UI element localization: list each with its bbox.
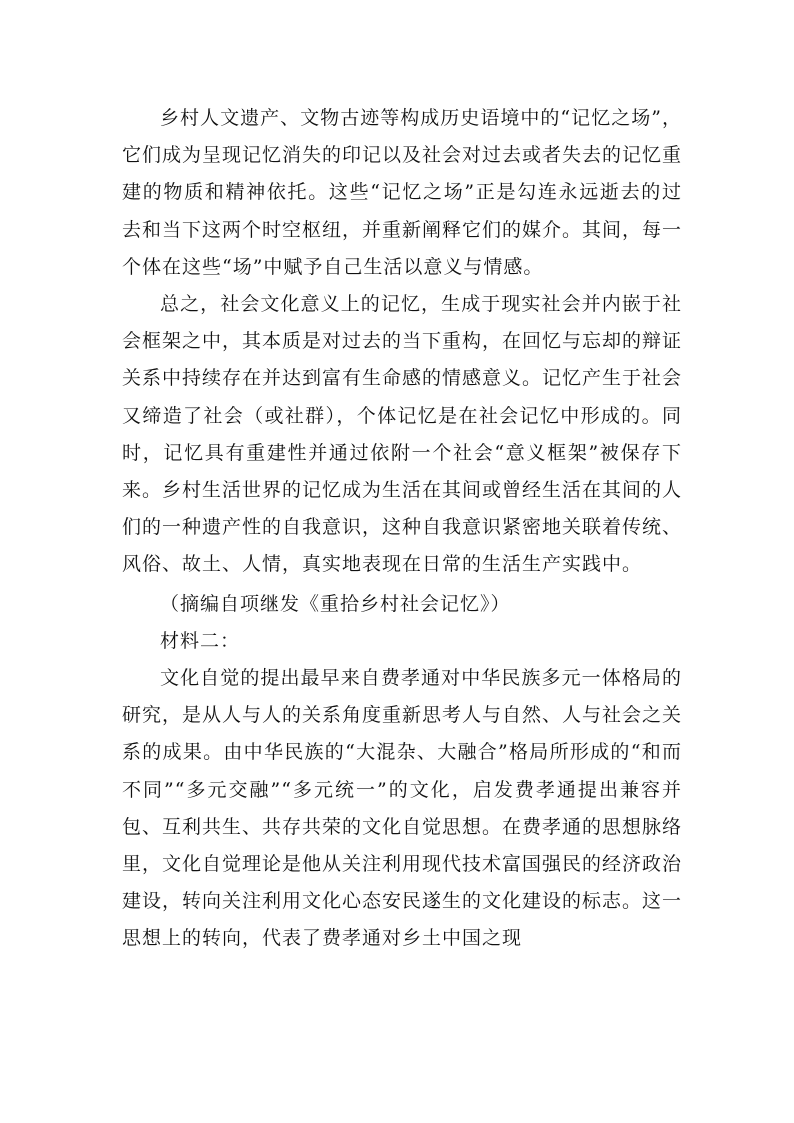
document-body [122, 100, 682, 958]
paragraph-1: 乡村人文遗产、文物古迹等构成历史语境中的“记忆之场”，它们成为呈现记忆消失的印记以及社会对过去或者失去的记忆重建的物质和精神依托。这些“记忆之场”正是勾连永远逝去的过去和当下这两个时空枢纽，并重新阐释它们的媒介。其间，每一个体在这些“场”中赋予自己生活以意义与情感。 [122, 107, 683, 278]
section-heading: 材料二： [160, 629, 241, 652]
paragraph-2: 总之，社会文化意义上的记忆，生成于现实社会并内嵌于社会框架之中，其本质是对过去的当下重构，在回忆与忘却的辩证关系中持续存在并达到富有生命感的情感意义。记忆产生于社会又缔造了社会（或社群），个体记忆是在社会记忆中形成的。同时，记忆具有重建性并通过依附一个社会“意义框架”被保存下来。乡村生活世界的记忆成为生活在其间或曾经生活在其间的人们的一种遗产性的自我意识，这种自我意识紧密地关联着传统、风俗、故土、人情，真实地表现在日常的生活生产实践中。 [122, 293, 683, 576]
source-citation: （摘编自项继发《重拾乡村社会记忆》） [160, 592, 511, 615]
paragraph-3: 文化自觉的提出最早来自费孝通对中华民族多元一体格局的研究，是从人与人的关系角度重新思考人与自然、人与社会之关系的成果。由中华民族的“大混杂、大融合”格局所形成的“和而不同”“多元交融”“多元统一”的文化，启发费孝通提出兼容并包、互利共生、共存共荣的文化自觉思想。在费孝通的思想脉络里，文化自觉理论是他从关注利用现代技术富国强民的经济政治建设，转向关注利用文化心态安民遂生的文化建设的标志。这一思想上的转向，代表了费孝通对乡土中国之现 [122, 667, 683, 950]
